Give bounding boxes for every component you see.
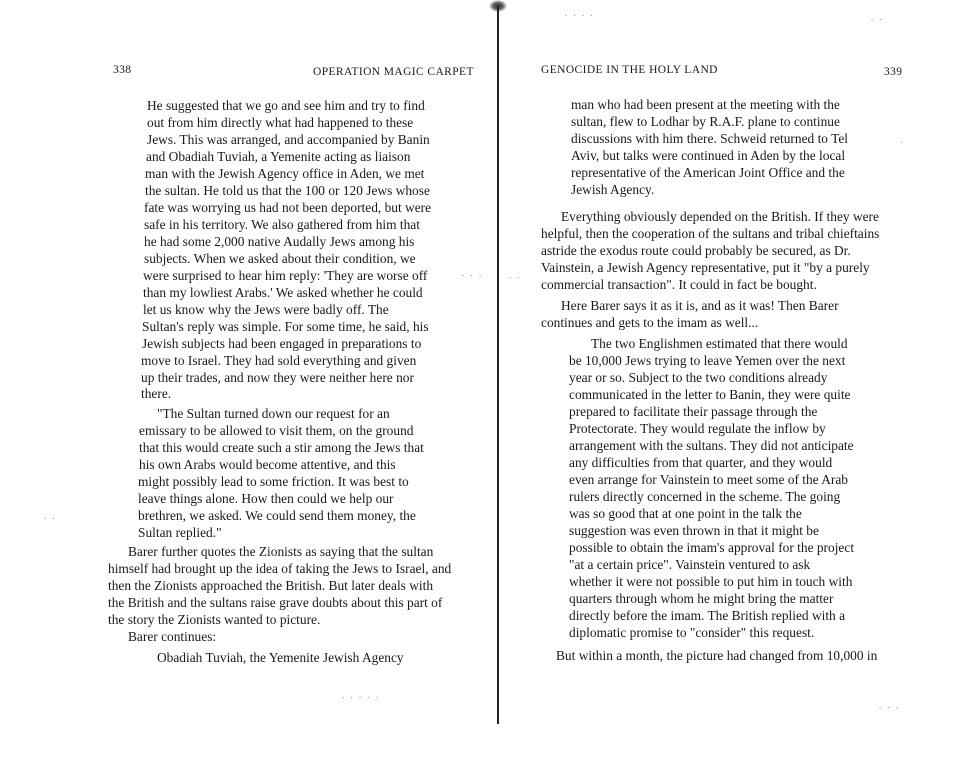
text-line: fate was worrying us had not been deported, but were [144, 200, 432, 215]
scan-speck: . . . [879, 700, 901, 710]
text-line: let us know why the Jews were badly off. The [143, 302, 389, 317]
scan-speck: . . [44, 511, 57, 521]
text-line: be 10,000 Jews trying to leave Yemen over the next [569, 353, 846, 368]
left-page-number: 338 [113, 64, 132, 76]
text-line: Jews. This was arranged, and accompanied by Banin [147, 132, 430, 147]
text-line: his own Arabs would become attentive, and this [139, 457, 396, 472]
text-line: Barer continues: [128, 629, 217, 644]
right-page-number: 339 [884, 66, 903, 78]
text-line: safe in his territory. We also gathered from him that [144, 217, 420, 232]
text-line: man with the Jewish Agency office in Aden, we met [145, 166, 425, 181]
text-line: the sultan. He told us that the 100 or 120 Jews whose [145, 183, 430, 198]
text-line: diplomatic promise to "consider" this request. [569, 625, 815, 640]
text-line: possible to obtain the imam's approval for the project [569, 540, 855, 555]
text-line: there. [141, 386, 172, 401]
text-line: move to Israel. They had sold everything and given [141, 353, 417, 368]
text-line: prepared to facilitate their passage through the [569, 404, 818, 419]
scan-speck: . . [509, 270, 522, 280]
text-line: than my lowliest Arabs.' We asked whether he could [143, 285, 423, 300]
text-line: were surprised to hear him reply: 'They are worse off [143, 268, 428, 283]
right-running-head: GENOCIDE IN THE HOLY LAND [541, 64, 718, 76]
text-line: discussions with him there. Schweid returned to Tel [571, 131, 848, 146]
text-line: Jewish Agency. [571, 182, 655, 197]
text-line: he had some 2,000 native Audally Jews among his [144, 234, 415, 249]
text-line: year or so. Subject to the two conditions already [569, 370, 828, 385]
text-line: emissary to be allowed to visit them, on the ground [139, 423, 414, 438]
text-line: helpful, then the cooperation of the sultans and tribal chieftains [541, 226, 880, 241]
text-line: man who had been present at the meeting with the [571, 97, 840, 112]
text-line: quarters through whom he might bring the matter [569, 591, 834, 606]
text-line: He suggested that we go and see him and try to find [147, 98, 425, 113]
text-line: But within a month, the picture had changed from 10,000 in [556, 648, 878, 663]
book-gutter [497, 6, 499, 724]
text-line: communicated in the letter to Banin, they were quite [569, 387, 851, 402]
text-line: Sultan replied." [138, 525, 222, 540]
text-line: Aviv, but talks were continued in Aden by the local [571, 148, 846, 163]
text-line: The two Englishmen estimated that there would [591, 336, 848, 351]
text-line: Jewish subjects had been engaged in preparations to [142, 336, 422, 351]
text-line: leave things alone. How then could we help our [138, 491, 394, 506]
text-line: Barer further quotes the Zionists as saying that the sultan [128, 544, 434, 559]
text-line: Vainstein, a Jewish Agency representative, put it "by a purely [541, 260, 870, 275]
text-line: suggestion was even thrown in that it might be [569, 523, 819, 538]
text-line: commercial transaction". It could in fact be bought. [541, 277, 817, 292]
text-line: arrangement with the sultans. They did not anticipate [569, 438, 854, 453]
text-line: up their trades, and now they were neither here nor [141, 370, 414, 385]
left-running-head: OPERATION MAGIC CARPET [313, 66, 474, 78]
text-line: continues and gets to the imam as well... [541, 315, 759, 330]
text-line: then the Zionists approached the British. But later deals with [108, 578, 434, 593]
text-line: might possibly lead to some friction. It was best to [138, 474, 409, 489]
text-line: representative of the American Joint Office and the [571, 165, 845, 180]
text-line: the story the Zionists wanted to picture. [108, 612, 321, 627]
text-line: rulers directly concerned in the scheme. The going [569, 489, 841, 504]
scan-speck: . . . . [565, 8, 595, 18]
text-line: Protectorate. They would regulate the inflow by [569, 421, 826, 436]
text-line: even arrange for Vainstein to meet some of the Arab [569, 472, 848, 487]
text-line: himself had brought up the idea of taking the Jews to Israel, and [108, 561, 452, 576]
text-line: Here Barer says it as it is, and as it was! Then Barer [561, 298, 839, 313]
text-line: the British and the sultans raise grave doubts about this part of [108, 595, 443, 610]
text-line: Everything obviously depended on the British. If they were [561, 209, 879, 224]
text-line: astride the exodus route could probably be secured, as Dr. [541, 243, 851, 258]
scan-speck: . . [871, 12, 884, 22]
scan-speck: . . . [462, 268, 484, 278]
text-line: that this would create such a stir among the Jews that [139, 440, 424, 455]
text-line: Sultan's reply was simple. For some time, he said, his [142, 319, 429, 334]
text-line: was so good that at one point in the talk the [569, 506, 802, 521]
text-line: "at a certain price". Vainstein ventured to ask [569, 557, 811, 572]
text-line: sultan, flew to Lodhar by R.A.F. plane to continue [571, 114, 840, 129]
text-line: out from him directly what had happened to these [147, 115, 414, 130]
text-line: directly before the imam. The British replied with a [569, 608, 846, 623]
text-line: and Obadiah Tuviah, a Yemenite acting as liaison [146, 149, 411, 164]
scan-speck: . [901, 135, 906, 145]
text-line: any difficulties from that quarter, and they would [569, 455, 833, 470]
text-line: brethren, we asked. We could send them money, the [138, 508, 416, 523]
text-line: Obadiah Tuviah, the Yemenite Jewish Agency [157, 650, 404, 665]
text-line: subjects. When we asked about their condition, we [144, 251, 416, 266]
text-line: "The Sultan turned down our request for an [157, 406, 390, 421]
scan-speck: . . . . . [342, 690, 381, 700]
text-line: whether it were not possible to put him in touch with [569, 574, 853, 589]
